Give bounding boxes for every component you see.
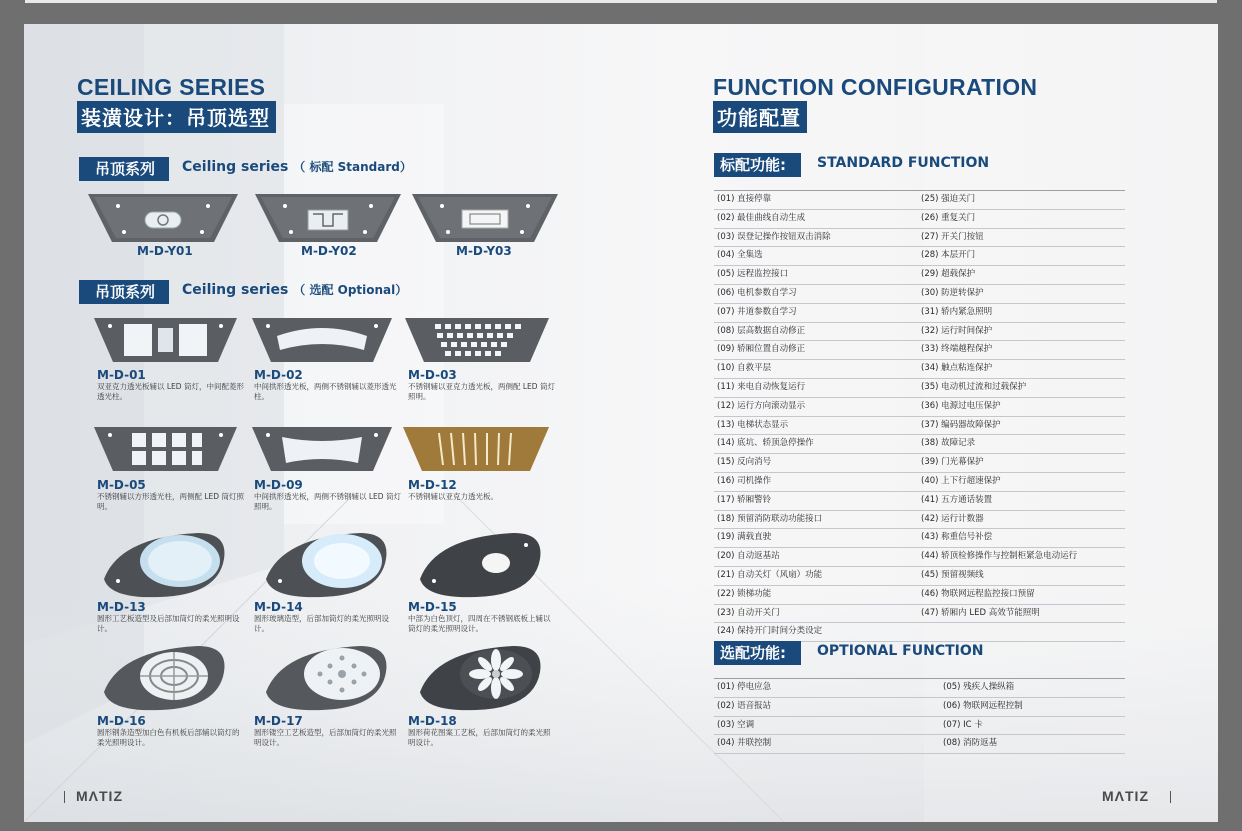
function-item: (11) 来电自动恢复运行	[717, 381, 806, 392]
ceiling-image-d13	[100, 529, 230, 599]
function-item: (06) 物联网远程控制	[943, 700, 1023, 711]
optional-function-table	[714, 678, 1125, 754]
ceiling-desc-d18: 圆形荷花图案工艺板，后部加筒灯的柔光照明设计。	[408, 728, 551, 747]
function-item: (04) 井联控制	[717, 738, 772, 749]
logo-separator	[64, 791, 65, 803]
ceiling-image-d14	[262, 529, 392, 599]
function-item: (44) 轿顶检修操作与控制柜紧急电动运行	[921, 551, 1078, 562]
function-row	[714, 548, 1125, 567]
optional-heading-sub: （ 选配 Optional）	[293, 283, 408, 297]
function-row	[714, 191, 1125, 210]
function-row	[714, 341, 1125, 360]
standard-function-heading: STANDARD FUNCTION	[817, 155, 990, 171]
function-row	[714, 323, 1125, 342]
function-item: (05) 远程监控接口	[717, 269, 789, 280]
function-item: (02) 最佳曲线自动生成	[717, 212, 806, 223]
function-row	[714, 567, 1125, 586]
function-item: (12) 运行方向滚动显示	[717, 400, 806, 411]
ceiling-image-d12	[403, 427, 549, 473]
function-item: (05) 残疾人操纵箱	[943, 682, 1015, 692]
function-item: (33) 终端越程保护	[921, 344, 993, 355]
function-item: (34) 触点粘连保护	[921, 363, 993, 374]
function-item: (25) 强迫关门	[921, 194, 976, 204]
function-item: (28) 本层开门	[921, 250, 976, 261]
function-item: (46) 物联网远程监控接口预留	[921, 588, 1035, 599]
function-item: (08) 层高数据自动修正	[717, 325, 806, 336]
function-row	[714, 679, 1125, 698]
ceiling-image-d03	[405, 318, 549, 364]
ceiling-image-y02	[255, 194, 401, 244]
function-item: (16) 司机操作	[717, 475, 772, 486]
optional-heading-text: Ceiling series	[182, 282, 289, 298]
ceiling-image-d18	[416, 642, 546, 712]
ceiling-code-d05: M-D-05	[97, 478, 146, 492]
ceiling-code-d16: M-D-16	[97, 714, 146, 728]
standard-function-tag: 标配功能:	[714, 153, 801, 177]
function-row	[714, 717, 1125, 736]
function-item: (22) 锁梯功能	[717, 588, 772, 599]
function-item: (40) 上下行超速保护	[921, 475, 1001, 486]
ceiling-desc-d15: 中部为白色顶灯，四周在不锈钢底板上辅以筒灯的柔光照明设计。	[408, 614, 551, 633]
ceiling-image-d01	[94, 318, 237, 364]
function-item: (04) 全集选	[717, 250, 763, 261]
function-row	[714, 473, 1125, 492]
ceiling-image-d02	[252, 318, 392, 364]
function-item: (18) 预留消防联动功能接口	[717, 513, 823, 524]
function-item: (03) 误登记操作按钮双击消除	[717, 231, 831, 242]
page-title-en: CEILING SERIES	[77, 74, 266, 100]
standard-section-tag: 吊顶系列	[79, 157, 169, 181]
function-row	[714, 735, 1125, 754]
ceiling-desc-d16: 圆形钢条造型加白色有机板后部辅以筒灯的柔光照明设计。	[97, 728, 240, 747]
ceiling-code-d14: M-D-14	[254, 600, 303, 614]
function-row	[714, 285, 1125, 304]
function-row	[714, 586, 1125, 605]
function-row	[714, 229, 1125, 248]
function-item: (29) 超载保护	[921, 269, 976, 280]
function-item: (31) 轿内紧急照明	[921, 306, 993, 317]
ceiling-code-y01: M-D-Y01	[137, 244, 193, 258]
function-item: (07) IC 卡	[943, 719, 983, 730]
function-row	[714, 304, 1125, 323]
function-row	[714, 266, 1125, 285]
optional-section-heading	[182, 281, 407, 298]
function-item: (32) 运行时间保护	[921, 325, 993, 336]
function-item: (17) 轿厢警铃	[717, 494, 772, 505]
ceiling-desc-d02: 中间拱形透光板，两侧不锈钢辅以菱形透光柱。	[254, 382, 397, 401]
function-item: (47) 轿厢内 LED 高效节能照明	[921, 607, 1040, 618]
function-item: (10) 自救平层	[717, 363, 772, 374]
ceiling-code-y03: M-D-Y03	[456, 244, 512, 258]
ceiling-code-d18: M-D-18	[408, 714, 457, 728]
top-edge-strip	[25, 0, 1217, 3]
ceiling-desc-d01: 双亚克力透光板辅以 LED 筒灯，中间配菱形透光柱。	[97, 382, 244, 401]
function-item: (23) 自动开关门	[717, 607, 780, 618]
ceiling-code-d17: M-D-17	[254, 714, 303, 728]
ceiling-desc-d03: 不锈钢辅以亚克力透光板，两侧配 LED 筒灯照明。	[408, 382, 555, 401]
function-item: (41) 五方通话装置	[921, 494, 993, 505]
function-row	[714, 511, 1125, 530]
ceiling-image-d15	[416, 529, 546, 599]
optional-section-tag: 吊顶系列	[79, 280, 169, 304]
standard-heading-sub: （ 标配 Standard）	[293, 160, 412, 174]
ceiling-desc-d13: 圆形工艺板造型及后部加筒灯的柔光照明设计。	[97, 614, 240, 633]
ceiling-code-d15: M-D-15	[408, 600, 457, 614]
function-item: (26) 重复关门	[921, 212, 976, 223]
function-row	[714, 454, 1125, 473]
brochure-spread	[24, 24, 1218, 822]
function-row	[714, 529, 1125, 548]
function-item: (43) 称重信号补偿	[921, 532, 993, 543]
function-item: (14) 底坑、轿顶急停操作	[717, 438, 814, 449]
function-item: (01) 停电应急	[717, 682, 772, 692]
function-title-cn: 功能配置	[713, 101, 807, 133]
function-item: (21) 自动关灯（风扇）功能	[717, 569, 823, 580]
standard-section-heading	[182, 158, 412, 175]
function-item: (39) 门光幕保护	[921, 457, 984, 468]
function-item: (36) 电源过电压保护	[921, 400, 1001, 411]
ceiling-code-d03: M-D-03	[408, 368, 457, 382]
function-row	[714, 623, 1125, 642]
ceiling-code-d12: M-D-12	[408, 478, 457, 492]
function-item: (37) 编码器故障保护	[921, 419, 1001, 430]
function-item: (19) 满载直驶	[717, 532, 772, 543]
function-item: (02) 语音报站	[717, 700, 772, 711]
function-item: (09) 轿厢位置自动修正	[717, 344, 806, 355]
ceiling-desc-d05: 不锈钢辅以方形透光柱，两侧配 LED 筒灯照明。	[97, 492, 244, 511]
ceiling-code-d09: M-D-09	[254, 478, 303, 492]
brand-logo-left: MΛTIZ	[76, 788, 123, 804]
logo-separator-right	[1170, 791, 1171, 803]
function-title-en: FUNCTION CONFIGURATION	[713, 74, 1038, 100]
ceiling-image-d09	[252, 427, 392, 473]
function-item: (01) 直接停靠	[717, 194, 772, 204]
function-row	[714, 698, 1125, 717]
function-row	[714, 435, 1125, 454]
standard-heading-text: Ceiling series	[182, 159, 289, 175]
function-item: (35) 电动机过流和过载保护	[921, 381, 1027, 392]
function-item: (20) 自动返基站	[717, 551, 780, 562]
function-row	[714, 605, 1125, 624]
function-item: (15) 反向消号	[717, 457, 772, 468]
function-row	[714, 379, 1125, 398]
function-item: (07) 井道参数自学习	[717, 306, 797, 317]
ceiling-image-d16	[100, 642, 230, 712]
ceiling-desc-d14: 圆形玻璃造型，后部加筒灯的柔光照明设计。	[254, 614, 389, 633]
ceiling-code-d02: M-D-02	[254, 368, 303, 382]
function-item: (45) 预留视频线	[921, 569, 984, 580]
ceiling-image-d05	[94, 427, 237, 473]
ceiling-code-d01: M-D-01	[97, 368, 146, 382]
function-row	[714, 210, 1125, 229]
ceiling-code-y02: M-D-Y02	[301, 244, 357, 258]
function-item: (13) 电梯状态显示	[717, 419, 789, 430]
function-row	[714, 417, 1125, 436]
function-item: (27) 开关门按钮	[921, 231, 984, 242]
ceiling-image-d17	[262, 642, 392, 712]
function-row	[714, 360, 1125, 379]
function-item: (03) 空调	[717, 719, 755, 730]
function-item: (42) 运行计数器	[921, 513, 984, 524]
function-row	[714, 247, 1125, 266]
function-row	[714, 492, 1125, 511]
ceiling-code-d13: M-D-13	[97, 600, 146, 614]
function-item: (38) 故障记录	[921, 438, 976, 449]
ceiling-desc-d09: 中间拱形透光板，两侧不锈钢辅以 LED 筒灯照明。	[254, 492, 401, 511]
page-title-cn: 装潢设计：吊顶选型	[77, 101, 276, 133]
function-item: (06) 电机参数自学习	[717, 287, 797, 298]
ceiling-image-y03	[412, 194, 558, 244]
function-configuration-page	[614, 24, 1218, 822]
brand-logo-right: MΛTIZ	[1102, 788, 1149, 804]
function-item: (30) 防逆转保护	[921, 287, 984, 298]
optional-function-heading: OPTIONAL FUNCTION	[817, 643, 984, 659]
ceiling-image-y01	[88, 194, 238, 244]
function-row	[714, 398, 1125, 417]
standard-function-table	[714, 190, 1125, 642]
ceiling-desc-d17: 圆形镂空工艺板造型，后部加筒灯的柔光照明设计。	[254, 728, 397, 747]
function-item: (24) 保持开门时间分类设定	[717, 626, 823, 637]
function-item: (08) 消防返基	[943, 738, 998, 749]
ceiling-desc-d12: 不锈钢辅以亚克力透光板。	[408, 492, 498, 501]
optional-function-tag: 选配功能:	[714, 641, 801, 665]
ceiling-series-page	[24, 24, 614, 822]
